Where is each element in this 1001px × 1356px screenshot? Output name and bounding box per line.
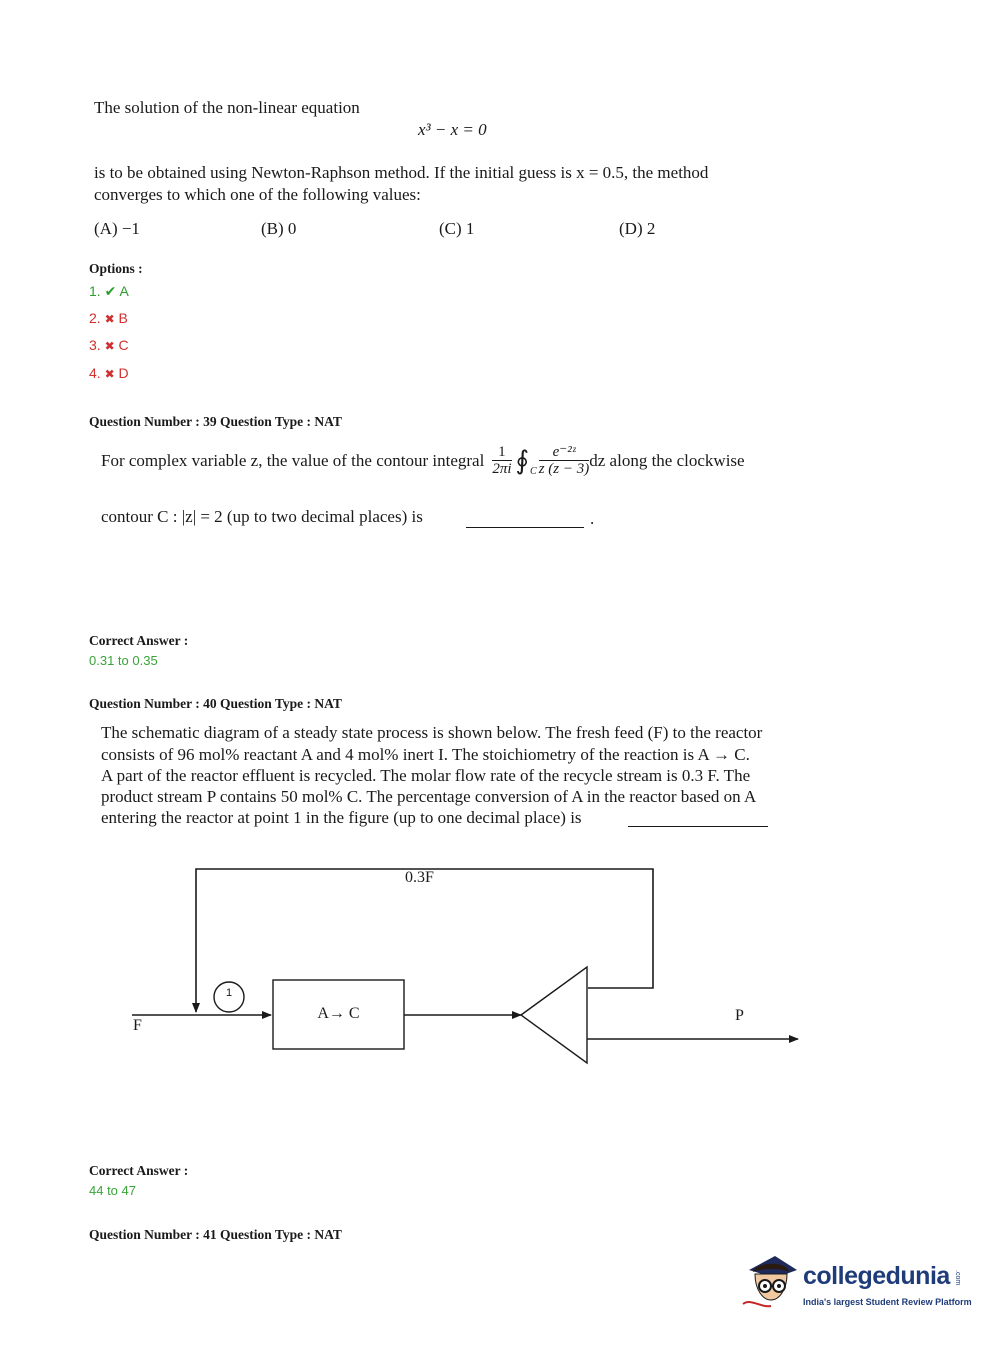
option-number: 2. <box>89 310 101 326</box>
q39-line2-text: contour C : |z| = 2 (up to two decimal places) is <box>101 507 423 526</box>
brand-suffix: .com <box>954 1270 961 1286</box>
collegedunia-mascot-logo <box>741 1250 801 1312</box>
q39-correct-answer-label: Correct Answer : <box>89 633 189 648</box>
integral-subscript: C <box>530 466 537 477</box>
option-number: 1. <box>89 283 101 299</box>
recycle-label: 0.3F <box>405 869 434 886</box>
cross-icon: ✖ <box>104 312 115 326</box>
cross-icon: ✖ <box>104 339 115 353</box>
q39-line1-prefix: For complex variable z, the value of the contour integral <box>101 450 485 470</box>
option-number: 4. <box>89 365 101 381</box>
frac2-numerator: e⁻²ᶻ <box>539 444 590 461</box>
q40-line-4: product stream P contains 50 mol% C. The percentage conversion of A in the reactor based on A <box>101 787 757 806</box>
q38-body-line2: converges to which one of the following values: <box>94 185 421 204</box>
q41-header: Question Number : 41 Question Type : NAT <box>89 1227 342 1242</box>
frac1-denominator: 2πi <box>492 461 512 477</box>
brand-name: collegedunia <box>803 1262 950 1290</box>
q38-body-line1: is to be obtained using Newton-Raphson method. If the initial guess is x = 0.5, the method <box>94 163 709 182</box>
brand-tagline: India's largest Student Review Platform <box>803 1297 972 1307</box>
q38-choice-a: (A) −1 <box>94 219 140 238</box>
q40-line-1: The schematic diagram of a steady state process is shown below. The fresh feed (F) to the reactor <box>101 723 763 742</box>
option-letter: C <box>118 337 129 353</box>
q39-header: Question Number : 39 Question Type : NAT <box>89 414 342 429</box>
feed-label: F <box>133 1017 142 1034</box>
q38-choice-b: (B) 0 <box>261 219 297 238</box>
q40-correct-answer: 44 to 47 <box>89 1183 136 1198</box>
reactor-label: A→ C <box>317 1005 360 1022</box>
option-letter: D <box>118 365 129 381</box>
q38-intro: The solution of the non-linear equation <box>94 98 360 117</box>
q39-correct-answer: 0.31 to 0.35 <box>89 653 158 668</box>
frac2-denominator: z (z − 3) <box>538 461 590 477</box>
q40-correct-answer-label: Correct Answer : <box>89 1163 189 1178</box>
contour-integral-symbol: ∮ <box>515 445 530 475</box>
q38-choice-d: (D) 2 <box>619 219 656 238</box>
cross-icon: ✖ <box>104 367 115 381</box>
q39-line1-suffix: dz along the clockwise <box>589 450 745 470</box>
product-label: P <box>735 1007 744 1024</box>
options-label: Options : <box>89 261 143 276</box>
option-letter: B <box>118 310 128 326</box>
option-letter: A <box>119 283 129 299</box>
separator-triangle <box>521 967 587 1063</box>
point-1-label: 1 <box>225 987 233 999</box>
q38-choice-c: (C) 1 <box>439 219 475 238</box>
frac1-numerator: 1 <box>492 444 511 461</box>
option-number: 3. <box>89 337 101 353</box>
q40-header: Question Number : 40 Question Type : NAT <box>89 696 342 711</box>
check-icon: ✔ <box>104 283 117 299</box>
q38-equation: x³ − x = 0 <box>418 120 487 139</box>
period: . <box>590 509 595 528</box>
q40-line-5: entering the reactor at point 1 in the figure (up to one decimal place) is <box>101 808 582 827</box>
q40-line-3: A part of the reactor effluent is recycled. The molar flow rate of the recycle stream is 0.3 F. The <box>101 766 751 785</box>
q40-line-2: consists of 96 mol% reactant A and 4 mol% inert I. The stoichiometry of the reaction is A → C. <box>101 745 750 764</box>
